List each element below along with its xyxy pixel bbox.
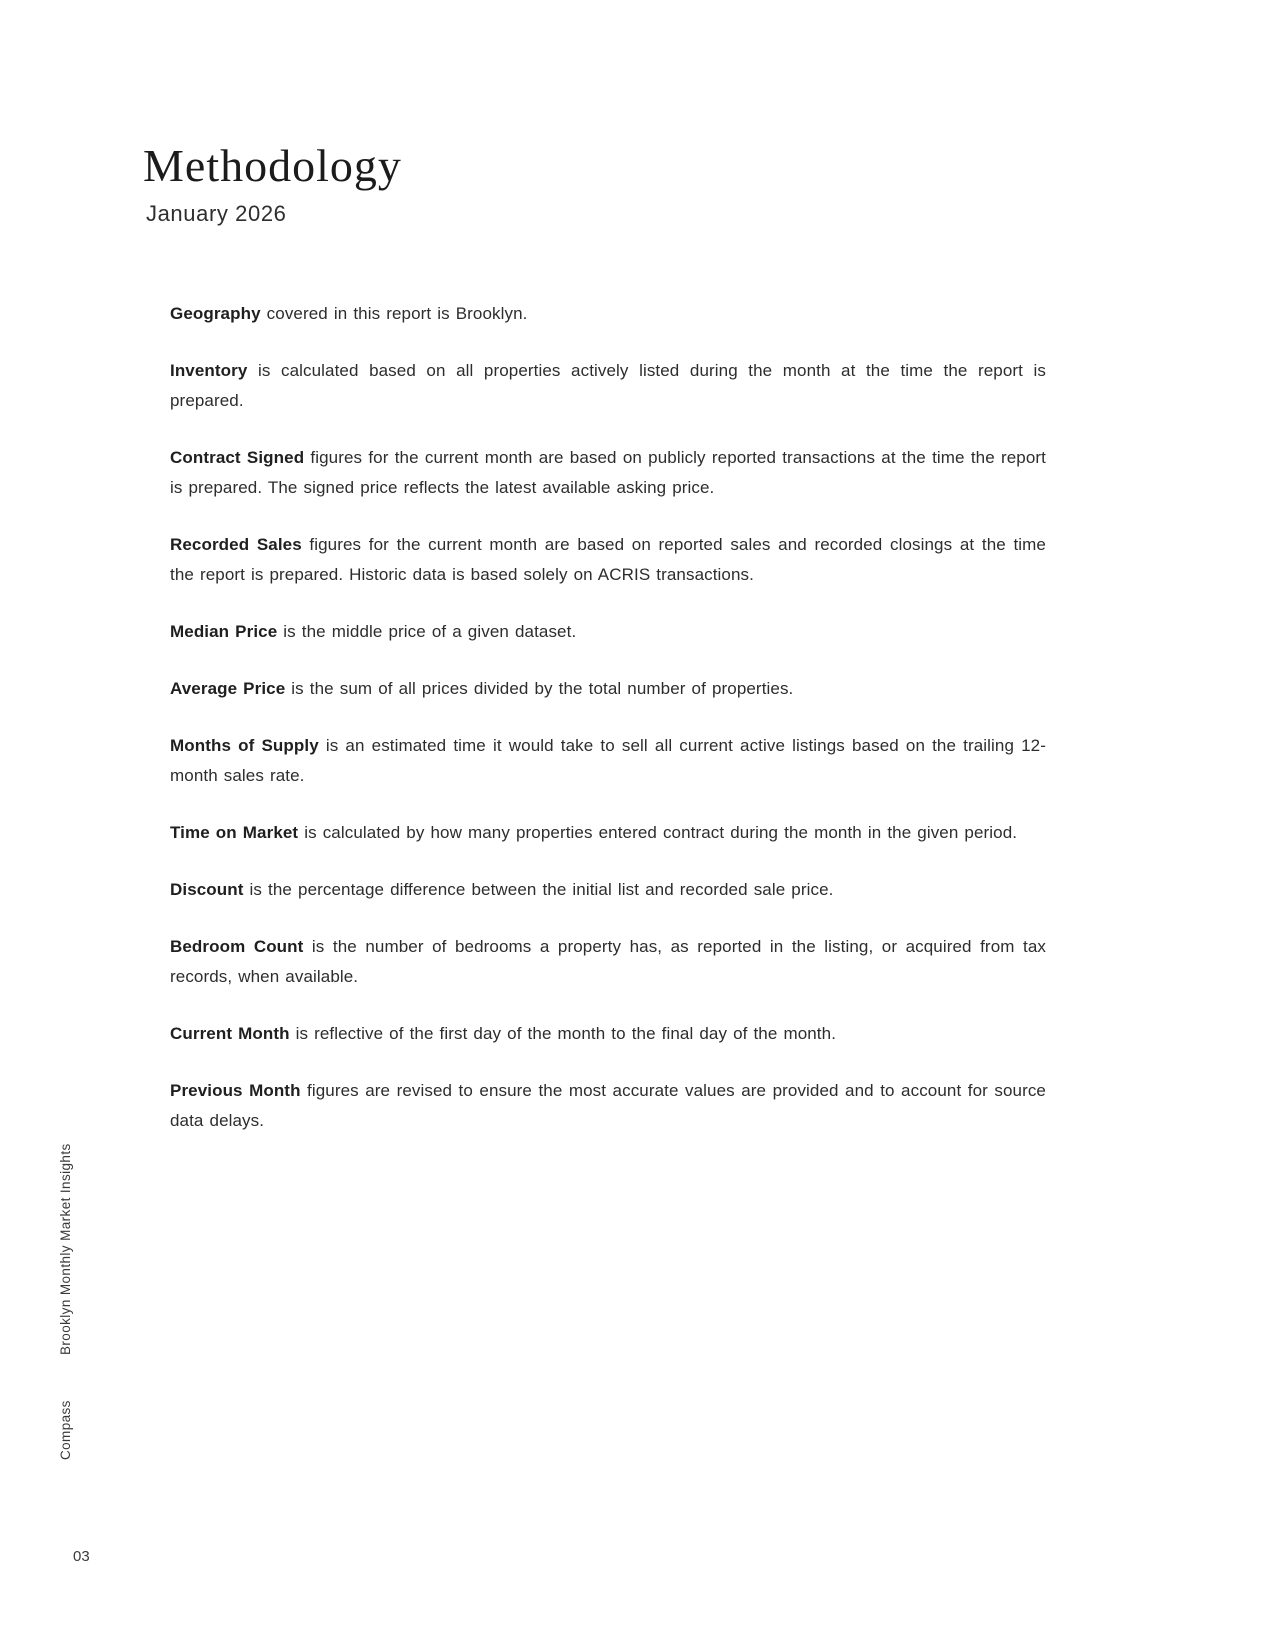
definition-term: Months of Supply [170, 736, 319, 755]
definition-paragraph [170, 674, 1046, 704]
definitions-list [170, 299, 1046, 1163]
definition-text: is the number of bedrooms a property has, as reported in the listing, or acquired from tax records, when available. [170, 937, 1046, 986]
definition-term: Geography [170, 304, 261, 323]
definition-text: is reflective of the first day of the month to the final day of the month. [289, 1024, 837, 1043]
definition-term: Discount [170, 880, 244, 899]
definition-paragraph [170, 530, 1046, 590]
definition-text: is the sum of all prices divided by the total number of properties. [285, 679, 794, 698]
definition-term: Inventory [170, 361, 248, 380]
definition-paragraph [170, 356, 1046, 416]
definition-paragraph [170, 299, 1046, 329]
definition-text: is an estimated time it would take to sell all current active listings based on the trailing 12-month sales rate. [170, 736, 1046, 785]
definition-term: Bedroom Count [170, 937, 304, 956]
definition-text: is the percentage difference between the initial list and recorded sale price. [243, 880, 834, 899]
vertical-label-brand: Compass [58, 1400, 73, 1460]
definition-text: is calculated by how many properties entered contract during the month in the given period. [298, 823, 1018, 842]
definition-text: is the middle price of a given dataset. [277, 622, 577, 641]
page-title: Methodology [143, 140, 402, 191]
definition-paragraph [170, 443, 1046, 503]
definition-term: Previous Month [170, 1081, 301, 1100]
vertical-label-report-title: Brooklyn Monthly Market Insights [58, 1143, 73, 1355]
definition-text: covered in this report is Brooklyn. [260, 304, 528, 323]
definition-paragraph [170, 617, 1046, 647]
page-number: 03 [73, 1548, 90, 1565]
definition-term: Time on Market [170, 823, 299, 842]
definition-paragraph [170, 875, 1046, 905]
definition-paragraph [170, 1019, 1046, 1049]
definition-paragraph [170, 818, 1046, 848]
definition-text: figures for the current month are based on publicly reported transactions at the time the report is prepared. The signed price reflects the latest available asking price. [170, 448, 1046, 497]
definition-text: is calculated based on all properties actively listed during the month at the time the report is prepared. [170, 361, 1046, 410]
definition-text: figures for the current month are based on reported sales and recorded closings at the time the report is prepared. Historic data is based solely on ACRIS transactions. [170, 535, 1046, 584]
definition-term: Average Price [170, 679, 286, 698]
page-subtitle: January 2026 [146, 201, 287, 226]
definition-term: Median Price [170, 622, 278, 641]
definition-term: Recorded Sales [170, 535, 302, 554]
definition-term: Contract Signed [170, 448, 305, 467]
definition-paragraph [170, 932, 1046, 992]
definition-term: Current Month [170, 1024, 290, 1043]
definition-paragraph [170, 1076, 1046, 1136]
definition-text: figures are revised to ensure the most accurate values are provided and to account for source data delays. [170, 1081, 1046, 1130]
definition-paragraph [170, 731, 1046, 791]
